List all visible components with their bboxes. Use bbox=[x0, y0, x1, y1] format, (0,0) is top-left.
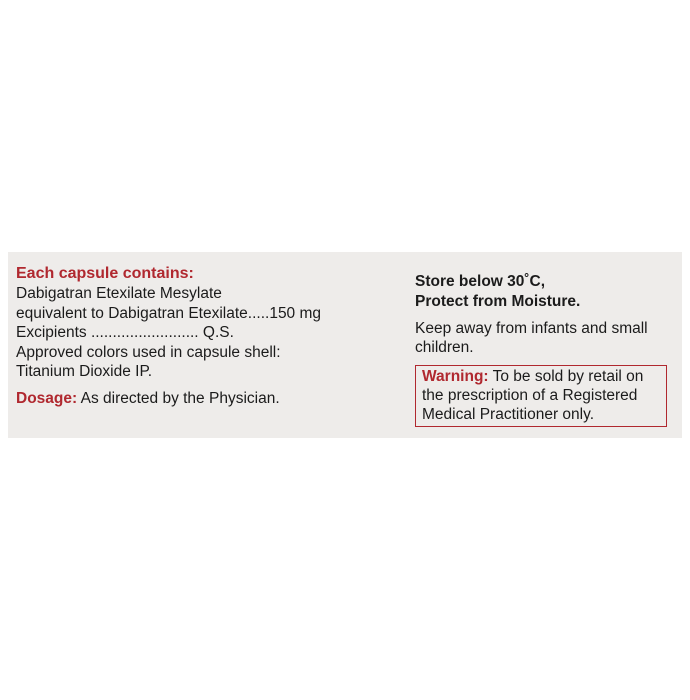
storage-moisture: Protect from Moisture. bbox=[415, 293, 581, 310]
composition-line: Excipients ......................... Q.S. bbox=[16, 324, 234, 341]
dosage-line bbox=[16, 389, 406, 409]
warning-box bbox=[415, 365, 667, 427]
medicine-label-panel bbox=[8, 252, 682, 438]
dosage-text: As directed by the Physician. bbox=[77, 389, 280, 407]
warning-text: To be sold by retail on the prescription of a Registered Medical Practitioner only. bbox=[422, 368, 644, 423]
composition-line: Approved colors used in capsule shell: bbox=[16, 343, 281, 361]
composition-line: equivalent to Dabigatran Etexilate.....150 mg bbox=[16, 304, 322, 322]
composition-heading: Each capsule contains: bbox=[16, 265, 194, 282]
storage-temperature: Store below 30˚C, bbox=[415, 273, 546, 290]
composition-line: Dabigatran Etexilate Mesylate bbox=[16, 285, 222, 302]
dosage-label: Dosage: bbox=[16, 389, 78, 407]
keep-away-notice: Keep away from infants and small children. bbox=[415, 320, 648, 356]
warning-label: Warning: bbox=[422, 368, 489, 385]
composition-section bbox=[16, 264, 406, 408]
storage-section bbox=[415, 272, 675, 427]
composition-line: Titanium Dioxide IP. bbox=[16, 363, 153, 380]
